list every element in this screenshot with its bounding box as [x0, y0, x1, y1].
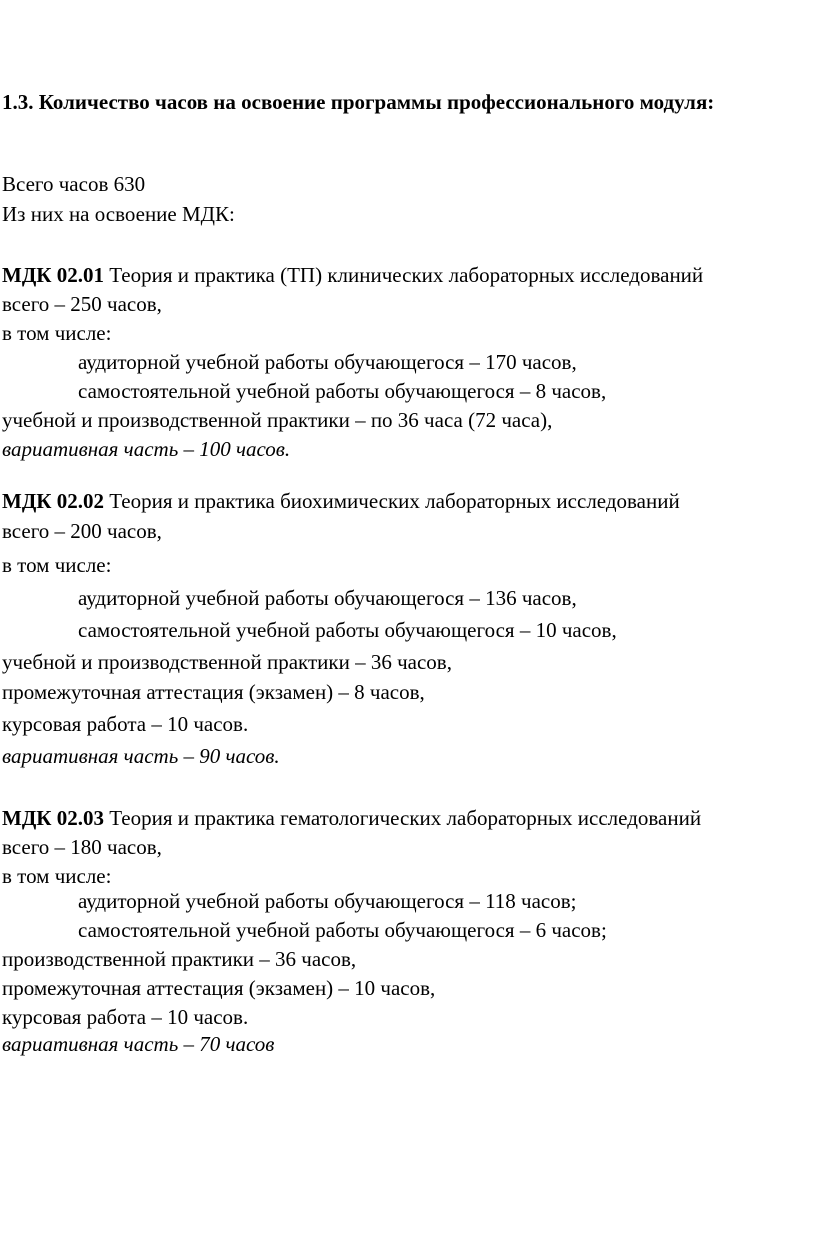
- mdk-0201-auditory: аудиторной учебной работы обучающегося – 170 часов,: [78, 350, 577, 374]
- total-hours: Всего часов 630: [2, 172, 146, 196]
- mdk-0201-total: всего – 250 часов,: [2, 292, 162, 316]
- mdk-0202-exam: промежуточная аттестация (экзамен) – 8 часов,: [2, 680, 425, 704]
- mdk-0201-variable: вариативная часть – 100 часов.: [2, 437, 291, 461]
- mdk-0202-coursework: курсовая работа – 10 часов.: [2, 712, 249, 736]
- mdk-0201-code: МДК 02.01: [2, 263, 104, 287]
- mdk-0202-total: всего – 200 часов,: [2, 519, 162, 543]
- mdk-0202-auditory: аудиторной учебной работы обучающегося – 136 часов,: [78, 586, 577, 610]
- section-heading: 1.3. Количество часов на освоение программы профессионального модуля:: [2, 90, 715, 114]
- mdk-0202-practice: учебной и производственной практики – 36 часов,: [2, 650, 452, 674]
- mdk-0203-including: в том числе:: [2, 864, 112, 888]
- mdk-0203-independent: самостоятельной учебной работы обучающегося – 6 часов;: [78, 918, 607, 942]
- mdk-intro: Из них на освоение МДК:: [2, 202, 235, 226]
- mdk-0201-independent: самостоятельной учебной работы обучающегося – 8 часов,: [78, 379, 607, 403]
- mdk-0203-practice: производственной практики – 36 часов,: [2, 947, 357, 971]
- mdk-0201-title-line: [2, 261, 703, 290]
- mdk-0203-variable: вариативная часть – 70 часов: [2, 1032, 275, 1056]
- mdk-0203-total: всего – 180 часов,: [2, 835, 162, 859]
- mdk-0201-including: в том числе:: [2, 321, 112, 345]
- mdk-0203-exam: промежуточная аттестация (экзамен) – 10 часов,: [2, 976, 436, 1000]
- mdk-0202-code: МДК 02.02: [2, 489, 104, 513]
- mdk-0202-independent: самостоятельной учебной работы обучающегося – 10 часов,: [78, 618, 617, 642]
- mdk-0202-title: Теория и практика биохимических лабораторных исследований: [104, 489, 680, 513]
- mdk-0201-practice: учебной и производственной практики – по 36 часа (72 часа),: [2, 408, 553, 432]
- mdk-0203-auditory: аудиторной учебной работы обучающегося – 118 часов;: [78, 889, 577, 913]
- mdk-0202-title-line: [2, 487, 680, 516]
- mdk-0202-variable: вариативная часть – 90 часов.: [2, 744, 280, 768]
- mdk-0203-title-line: [2, 804, 701, 833]
- mdk-0203-title: Теория и практика гематологических лабораторных исследований: [104, 806, 702, 830]
- mdk-0202-including: в том числе:: [2, 553, 112, 577]
- mdk-0203-coursework: курсовая работа – 10 часов.: [2, 1005, 249, 1029]
- mdk-0201-title: Теория и практика (ТП) клинических лабораторных исследований: [104, 263, 704, 287]
- mdk-0203-code: МДК 02.03: [2, 806, 104, 830]
